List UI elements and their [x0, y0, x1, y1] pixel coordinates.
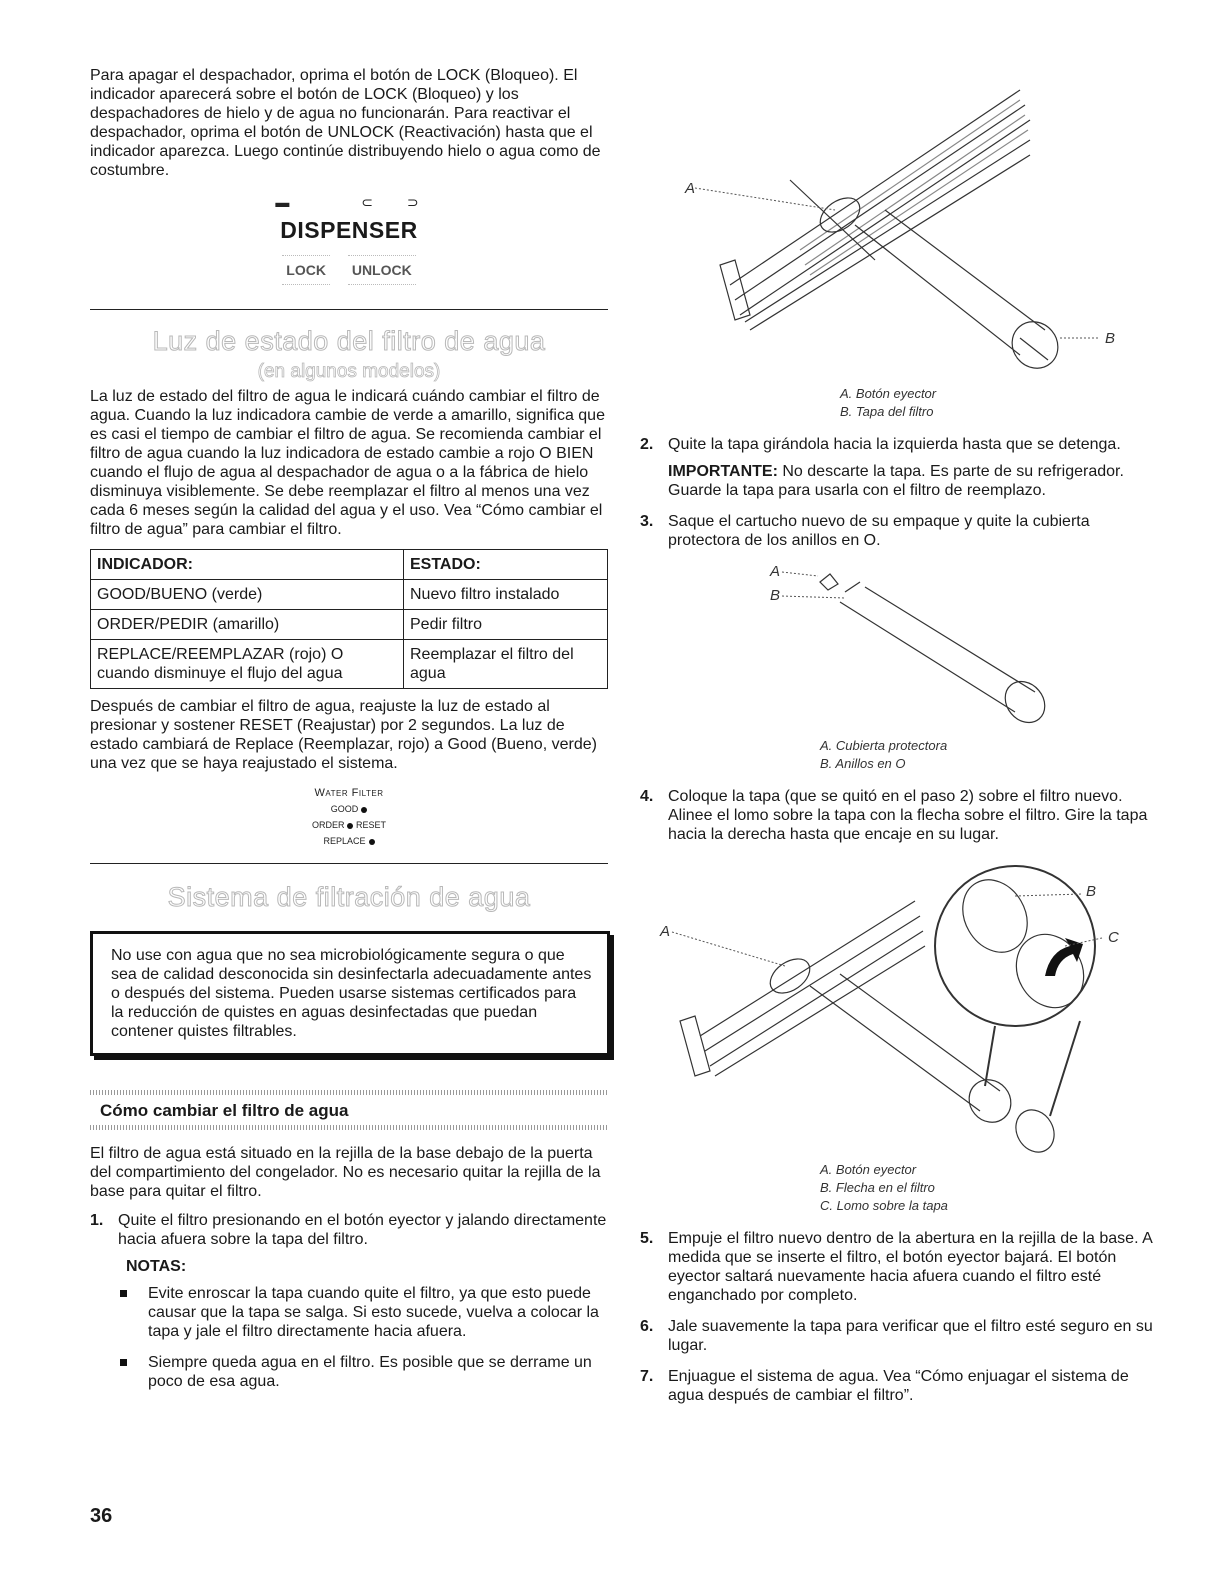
warning-text: No use con agua que no sea microbiológicamente segura o que sea de calidad desconocida sin desinfectarla adecuadamente antes o después del sistema. Pueden usarse sistemas certificados para la reducción de quistes en aguas desinfectadas que puedan contener quistes filtrables. [111, 947, 592, 1040]
table-row [91, 610, 608, 640]
page-number: 36 [90, 1505, 113, 1527]
install-illustration [640, 856, 1160, 1156]
filter-grille-illustration [640, 60, 1160, 380]
table-cell: GOOD/BUENO (verde) [91, 580, 404, 610]
figure-remove-filter [640, 60, 1160, 421]
section-divider [90, 309, 608, 310]
indicator-dot-icon [369, 839, 375, 845]
reset-instructions: Después de cambiar el filtro de agua, reajuste la luz de estado al presionar y sostener RESET (Reajustar) por 2 segundos. La luz de estado cambiará de Replace (Reemplazar, rojo) a Good (Bueno, verde) una vez que se haya reajustado el sistema. [90, 698, 597, 772]
figure-install-filter [640, 856, 1160, 1215]
notes-list [118, 1284, 608, 1391]
dispenser-indicator-icons: ▬ ⊂⊃ [275, 194, 453, 210]
step-5: 5. Empuje el filtro nuevo dentro de la abertura en la rejilla de la base. A medida que se inserte el filtro, el botón eyector bajará. El botón eyector saltará nuevamente hacia afuera cuando el filtro esté enganchado por completo. [640, 1230, 1152, 1304]
table-cell: Reemplazar el filtro del agua [404, 640, 608, 689]
label-b: B [1105, 330, 1116, 347]
label-b: B [1086, 883, 1097, 900]
step-2: 2. Quite la tapa girándola hacia la izquierda hasta que se detenga. IMPORTANTE: No descarte la tapa. Es parte de su refrigerador. Guarde la tapa para usarla con el filtro de reemplazo. [640, 436, 1124, 499]
steps-list-left [90, 1211, 608, 1391]
steps-list-right [640, 435, 1160, 550]
lock-label: LOCK [282, 255, 330, 285]
indicator-dot-icon [347, 823, 353, 829]
replace-indicator: REPLACE [90, 833, 608, 849]
order-indicator: ORDER RESET [311, 820, 387, 830]
reset-label: RESET [356, 820, 387, 830]
good-indicator: GOOD [90, 801, 608, 817]
notes-label: NOTAS: [126, 1258, 187, 1275]
table-header-cell: INDICADOR: [91, 550, 404, 580]
steps-list-right-2 [640, 787, 1160, 844]
table-cell: Nuevo filtro instalado [404, 580, 608, 610]
status-subheading: (en algunos modelos) [257, 361, 441, 382]
hatch-rule [90, 1090, 608, 1095]
dispenser-buttons [90, 262, 608, 278]
label-b: B [770, 587, 781, 604]
warning-box [90, 931, 610, 1056]
note-item: Siempre queda agua en el filtro. Es posible que se derrame un poco de esa agua. [118, 1353, 608, 1391]
cartridge-illustration [640, 562, 1160, 732]
filtration-heading: Sistema de filtración de agua [167, 882, 531, 912]
hatch-rule [90, 1125, 608, 1130]
figure-caption: A. Cubierta protectora B. Anillos en O [820, 738, 948, 771]
label-c: C [1108, 929, 1119, 946]
right-column [640, 60, 1160, 1417]
steps-list-right-3 [640, 1229, 1160, 1405]
table-header-cell: ESTADO: [404, 550, 608, 580]
indicator-dot-icon [361, 807, 367, 813]
table-cell: Pedir filtro [404, 610, 608, 640]
section-divider [90, 863, 608, 864]
filter-location-text: El filtro de agua está situado en la rejilla de la base debajo de la puerta del compartimiento del congelador. No es necesario quitar la rejilla de la base para quitar el filtro. [90, 1145, 601, 1200]
figure-caption: A. Botón eyector B. Flecha en el filtro C. Lomo sobre la tapa [820, 1162, 948, 1213]
status-body: La luz de estado del filtro de agua le indicará cuándo cambiar el filtro de agua. Cuando la luz indicadora cambie de verde a amarillo, significa que es casi el tiempo de cambiar el filtro de agua. Se recomienda cambiar el filtro de agua cuando la luz indicadora de estado cambie a rojo O BIEN cuando el flujo de agua al despachador de agua o a la fábrica de hielo disminuya visiblemente. Se debe reemplazar el filtro al menos una vez cada 6 meses según la calidad del agua y el uso. Vea “Cómo cambiar el filtro de agua” para cambiar el filtro. [90, 388, 605, 538]
status-table [90, 549, 608, 689]
table-row [91, 640, 608, 689]
water-filter-panel [90, 785, 608, 849]
left-column [90, 66, 608, 1403]
step-4: 4. Coloque la tapa (que se quitó en el paso 2) sobre el filtro nuevo. Alinee el lomo sobre la tapa con la flecha sobre el filtro. Gire la tapa hacia la derecha hasta que encaje en su lugar. [640, 788, 1148, 843]
intro-paragraph: Para apagar el despachador, oprima el botón de LOCK (Bloqueo). El indicador aparecerá sobre el botón de LOCK (Bloqueo) y los despachadores de hielo y de agua no funcionarán. Para reactivar el despachador, oprima el botón de UNLOCK (Reactivación) hasta que el indicador aparezca. Luego continúe distribuyendo hielo o agua como de costumbre. [90, 67, 601, 179]
water-filter-panel-title: Water Filter [314, 787, 384, 799]
step-7: 7. Enjuague el sistema de agua. Vea “Cómo enjuagar el sistema de agua después de cambiar el filtro”. [640, 1368, 1129, 1404]
dispenser-title: DISPENSER [280, 217, 418, 243]
unlock-label: UNLOCK [348, 255, 416, 285]
step-6: 6. Jale suavemente la tapa para verificar que el filtro esté seguro en su lugar. [640, 1318, 1153, 1354]
table-header-row [91, 550, 608, 580]
label-a: A [685, 180, 696, 197]
status-heading: Luz de estado del filtro de agua [152, 326, 546, 356]
change-filter-heading: Cómo cambiar el filtro de agua [100, 1101, 349, 1120]
step-3: 3. Saque el cartucho nuevo de su empaque y quite la cubierta protectora de los anillos en O. [640, 513, 1090, 549]
figure-caption: A. Botón eyector B. Tapa del filtro [840, 386, 937, 419]
table-row [91, 580, 608, 610]
dispenser-panel [90, 194, 608, 309]
important-label: IMPORTANTE: [668, 463, 778, 480]
table-cell: ORDER/PEDIR (amarillo) [91, 610, 404, 640]
note-item: Evite enroscar la tapa cuando quite el filtro, ya que esto puede causar que la tapa se salga. Si esto sucede, vuelva a colocar la tapa y jale el filtro directamente hacia afuera. [118, 1284, 608, 1341]
label-a: A [770, 563, 781, 580]
step-1: 1. Quite el filtro presionando en el botón eyector y jalando directamente hacia afuera sobre la tapa del filtro. NOTAS: Evite enroscar la tapa cuando quite el filtro, ya que esto puede causar que la tapa se salga. Si esto sucede, vuelva a colocar la tapa y jale el filtro directamente hacia afuera. Siempre queda agua en el filtro. Es posible que se derrame un poco de esa agua. [90, 1212, 607, 1390]
label-a: A [660, 923, 671, 940]
figure-new-cartridge [640, 562, 1160, 773]
table-cell: REPLACE/REEMPLAZAR (rojo) O cuando disminuye el flujo del agua [91, 640, 404, 689]
